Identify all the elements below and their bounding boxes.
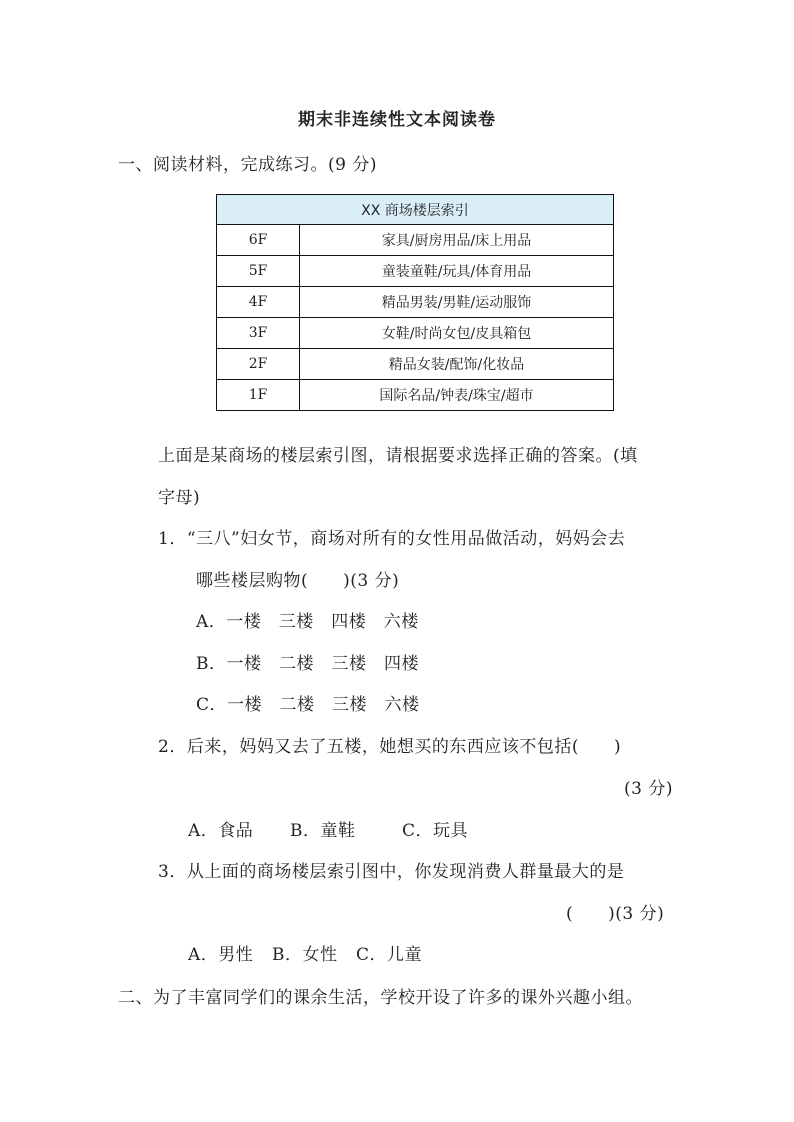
floor-cell: 5F	[217, 256, 300, 287]
question-1-option-c: C．一楼 二楼 三楼 六楼	[196, 695, 420, 715]
items-cell: 精品男装/男鞋/运动服饰	[300, 287, 614, 318]
question-1-line-2: 哪些楼层购物( )(3 分)	[196, 571, 400, 591]
question-2-options	[188, 816, 468, 841]
question-2-score: (3 分)	[624, 779, 673, 799]
floor-cell: 6F	[217, 225, 300, 256]
table-header: XX 商场楼层索引	[217, 195, 614, 225]
question-2-option-c: C．玩具	[402, 821, 469, 841]
floor-index-table	[216, 194, 614, 411]
floor-cell: 4F	[217, 287, 300, 318]
question-2-option-b: B．童鞋	[290, 821, 356, 841]
table-row	[217, 225, 614, 256]
floor-cell: 1F	[217, 380, 300, 411]
question-3-option-c: C．儿童	[356, 945, 423, 965]
question-2-line-1: 2．后来，妈妈又去了五楼，她想买的东西应该不包括( )	[158, 737, 622, 757]
question-3-options	[188, 940, 422, 965]
table-row	[217, 318, 614, 349]
section-2-heading: 二、为了丰富同学们的课余生活，学校开设了许多的课外兴趣小组。	[118, 988, 643, 1008]
question-3-line-2: ( )(3 分)	[566, 904, 665, 924]
items-cell: 童装童鞋/玩具/体育用品	[300, 256, 614, 287]
question-2-option-a: A．食品	[188, 821, 254, 841]
items-cell: 精品女装/配饰/化妆品	[300, 349, 614, 380]
table-row	[217, 380, 614, 411]
floor-cell: 2F	[217, 349, 300, 380]
table-row	[217, 256, 614, 287]
question-1-line-1: 1．“三八”妇女节，商场对所有的女性用品做活动，妈妈会去	[158, 529, 626, 549]
instruction-line-1: 上面是某商场的楼层索引图，请根据要求选择正确的答案。(填	[158, 446, 638, 466]
question-1-option-b: B．一楼 二楼 三楼 四楼	[196, 654, 419, 674]
section-1-heading: 一、阅读材料，完成练习。(9 分)	[118, 155, 377, 175]
table-header-row	[217, 195, 614, 225]
items-cell: 国际名品/钟表/珠宝/超市	[300, 380, 614, 411]
question-3-option-a: A．男性	[188, 945, 254, 965]
question-3-option-b: B．女性	[272, 945, 338, 965]
floor-cell: 3F	[217, 318, 300, 349]
items-cell: 女鞋/时尚女包/皮具箱包	[300, 318, 614, 349]
items-cell: 家具/厨房用品/床上用品	[300, 225, 614, 256]
question-3-line-1: 3．从上面的商场楼层索引图中，你发现消费人群量最大的是	[158, 862, 625, 882]
instruction-line-2: 字母)	[158, 488, 201, 508]
page-title: 期末非连续性文本阅读卷	[298, 110, 496, 130]
table-row	[217, 287, 614, 318]
question-1-option-a: A．一楼 三楼 四楼 六楼	[196, 612, 419, 632]
table-row	[217, 349, 614, 380]
